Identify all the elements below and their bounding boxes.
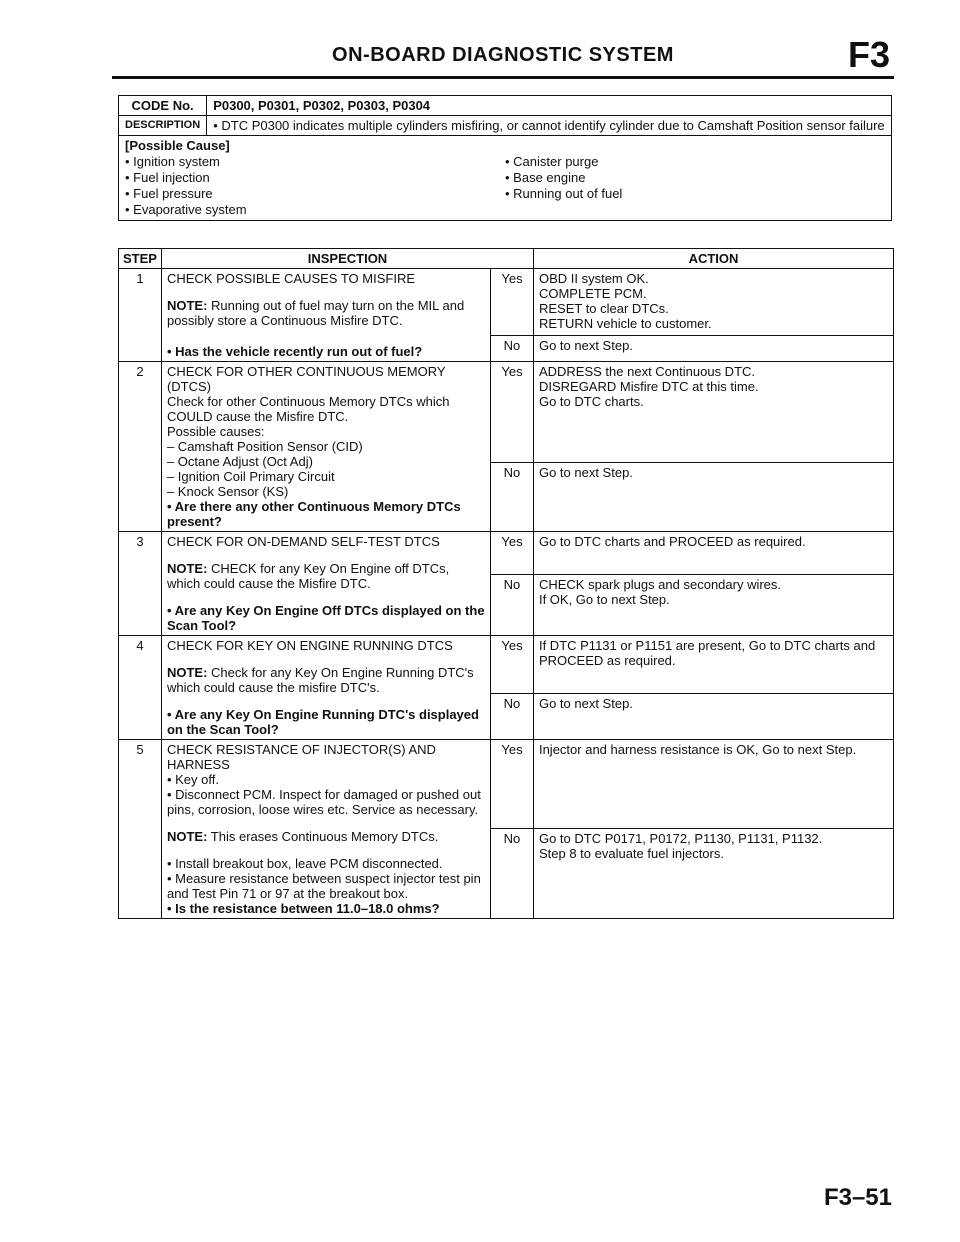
step-question: • Are there any other Continuous Memory DTCs present? bbox=[167, 499, 485, 529]
header-step: STEP bbox=[119, 249, 162, 269]
step-number: 1 bbox=[119, 269, 162, 362]
list-item: – Camshaft Position Sensor (CID) bbox=[166, 439, 363, 454]
step-note: NOTE: Check for any Key On Engine Running DTC's which could cause the misfire DTC's. bbox=[166, 665, 474, 695]
description-label: DESCRIPTION bbox=[119, 116, 207, 136]
section-code: F3 bbox=[847, 34, 890, 75]
table-row bbox=[119, 532, 894, 575]
header-inspection: INSPECTION bbox=[161, 249, 533, 269]
table-row bbox=[119, 636, 894, 694]
no-action: CHECK spark plugs and secondary wires. If OK, Go to next Step. bbox=[533, 575, 893, 636]
code-label: CODE No. bbox=[119, 96, 207, 116]
no-label: No bbox=[490, 336, 533, 362]
cause-item: • Fuel injection bbox=[125, 170, 505, 186]
possible-cause-title: [Possible Cause] bbox=[125, 138, 230, 153]
code-row bbox=[119, 96, 892, 116]
step-possible: Possible causes: bbox=[166, 424, 265, 439]
possible-cause-cell bbox=[119, 136, 892, 221]
cause-list-left bbox=[125, 154, 505, 218]
step-number: 4 bbox=[119, 636, 162, 740]
step-number: 5 bbox=[119, 740, 162, 919]
step-title: CHECK FOR KEY ON ENGINE RUNNING DTCS bbox=[166, 638, 453, 653]
yes-action: Go to DTC charts and PROCEED as required. bbox=[533, 532, 893, 575]
description-row bbox=[119, 116, 892, 136]
step-question: • Has the vehicle recently run out of fuel? bbox=[167, 340, 485, 359]
no-label: No bbox=[490, 463, 533, 532]
step-question: • Are any Key On Engine Off DTCs displayed on the Scan Tool? bbox=[167, 603, 485, 633]
yes-label: Yes bbox=[490, 636, 533, 694]
page-number: F3–51 bbox=[823, 1184, 892, 1211]
no-action: Go to next Step. bbox=[533, 694, 893, 740]
list-item: • Key off. bbox=[167, 772, 485, 787]
list-item: • Disconnect PCM. Inspect for damaged or pushed out pins, corrosion, loose wires etc. Service as necessary. bbox=[167, 787, 485, 817]
cause-item: • Running out of fuel bbox=[505, 186, 885, 202]
possible-cause-row bbox=[119, 136, 892, 221]
cause-list-right bbox=[505, 154, 885, 218]
header-action: ACTION bbox=[533, 249, 893, 269]
inspection-cell bbox=[161, 636, 490, 740]
list-item: – Ignition Coil Primary Circuit bbox=[166, 469, 335, 484]
cause-item: • Base engine bbox=[505, 170, 885, 186]
list-item: • Measure resistance between suspect injector test pin and Test Pin 71 or 97 at the breakout box. bbox=[167, 871, 485, 901]
no-action: Go to DTC P0171, P0172, P1130, P1131, P1132. Step 8 to evaluate fuel injectors. bbox=[533, 829, 893, 919]
yes-label: Yes bbox=[490, 269, 533, 336]
inspection-cell bbox=[161, 362, 490, 532]
yes-label: Yes bbox=[490, 532, 533, 575]
page-title: ON-BOARD DIAGNOSTIC SYSTEM bbox=[332, 44, 674, 66]
yes-action: If DTC P1131 or P1151 are present, Go to DTC charts and PROCEED as required. bbox=[533, 636, 893, 694]
step-question: • Is the resistance between 11.0–18.0 ohms? bbox=[167, 901, 485, 916]
yes-action: OBD II system OK. COMPLETE PCM. RESET to clear DTCs. RETURN vehicle to customer. bbox=[533, 269, 893, 336]
cause-item: • Canister purge bbox=[505, 154, 885, 170]
step-note: NOTE: This erases Continuous Memory DTCs. bbox=[166, 829, 439, 844]
code-value: P0300, P0301, P0302, P0303, P0304 bbox=[207, 96, 892, 116]
step-title: CHECK FOR ON-DEMAND SELF-TEST DTCS bbox=[166, 534, 440, 549]
no-label: No bbox=[490, 575, 533, 636]
step-question: • Are any Key On Engine Running DTC's displayed on the Scan Tool? bbox=[167, 707, 485, 737]
yes-label: Yes bbox=[490, 362, 533, 463]
table-row bbox=[119, 740, 894, 829]
yes-label: Yes bbox=[490, 740, 533, 829]
step-number: 2 bbox=[119, 362, 162, 532]
step-note: NOTE: Running out of fuel may turn on the MIL and possibly store a Continuous Misfire DTC. bbox=[166, 298, 465, 328]
no-action: Go to next Step. bbox=[533, 463, 893, 532]
no-label: No bbox=[490, 829, 533, 919]
code-table bbox=[118, 95, 892, 221]
list-item: – Knock Sensor (KS) bbox=[166, 484, 289, 499]
cause-item: • Evaporative system bbox=[125, 202, 505, 218]
table-header-row bbox=[119, 249, 894, 269]
table-row bbox=[119, 362, 894, 463]
step-body: Check for other Continuous Memory DTCs which COULD cause the Misfire DTC. bbox=[166, 394, 450, 424]
no-action: Go to next Step. bbox=[533, 336, 893, 362]
inspection-cell bbox=[161, 532, 490, 636]
inspection-table bbox=[118, 248, 894, 919]
inspection-cell bbox=[161, 740, 490, 919]
description-text: • DTC P0300 indicates multiple cylinders misfiring, or cannot identify cylinder due to Camshaft Position sensor failure bbox=[213, 118, 884, 133]
table-row bbox=[119, 269, 894, 336]
yes-action: ADDRESS the next Continuous DTC. DISREGARD Misfire DTC at this time. Go to DTC charts. bbox=[533, 362, 893, 463]
step-note: NOTE: CHECK for any Key On Engine off DTCs, which could cause the Misfire DTC. bbox=[166, 561, 450, 591]
yes-action: Injector and harness resistance is OK, Go to next Step. bbox=[533, 740, 893, 829]
list-item: – Octane Adjust (Oct Adj) bbox=[166, 454, 313, 469]
cause-item: • Ignition system bbox=[125, 154, 505, 170]
list-item: • Install breakout box, leave PCM disconnected. bbox=[167, 856, 485, 871]
page-header bbox=[112, 36, 894, 79]
step-number: 3 bbox=[119, 532, 162, 636]
cause-item: • Fuel pressure bbox=[125, 186, 505, 202]
description-cell bbox=[207, 116, 892, 136]
step-title: CHECK RESISTANCE OF INJECTOR(S) AND HARNESS bbox=[166, 742, 436, 772]
no-label: No bbox=[490, 694, 533, 740]
inspection-cell bbox=[161, 269, 490, 362]
step-title: CHECK FOR OTHER CONTINUOUS MEMORY (DTCS) bbox=[166, 364, 446, 394]
step-title: CHECK POSSIBLE CAUSES TO MISFIRE bbox=[166, 271, 415, 286]
